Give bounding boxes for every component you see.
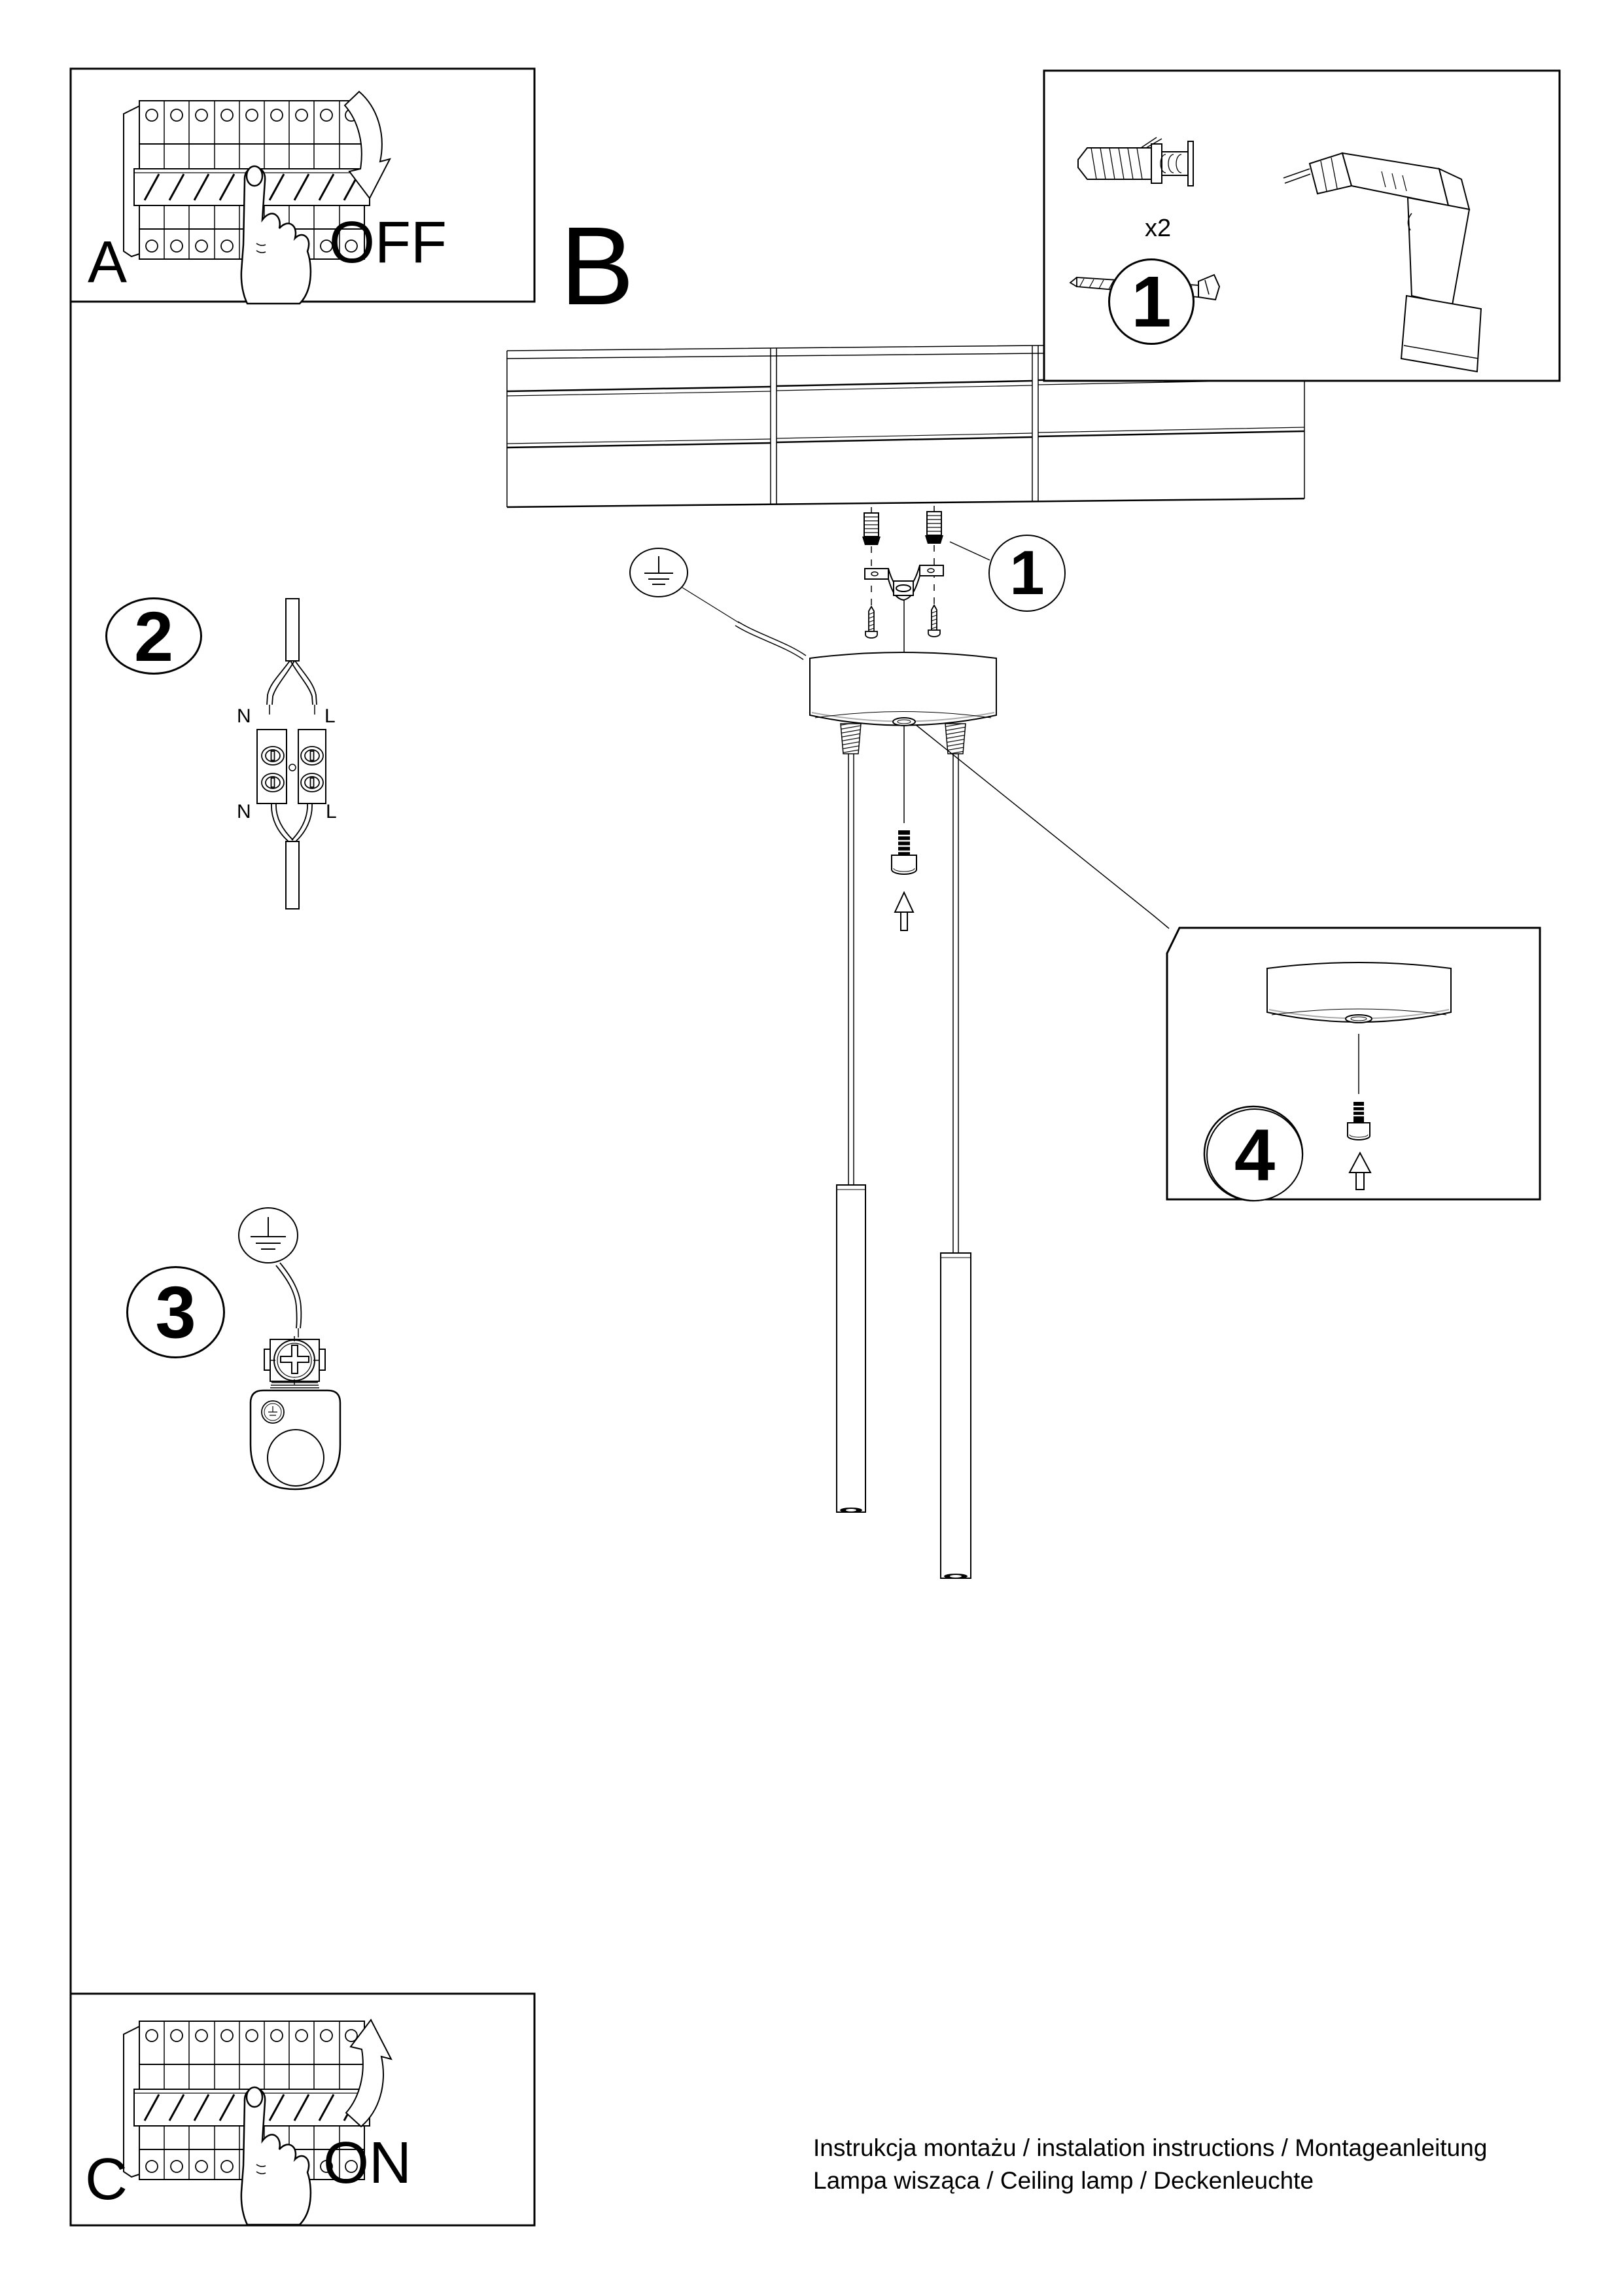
wiring-terminal-illustration [257,599,326,909]
leader-step1 [950,542,990,560]
ground-symbol-icon [630,548,806,660]
step-c-box [71,1994,534,2225]
mounting-bracket-icon [865,565,943,600]
step-number-badge-1b [988,535,1066,612]
terminal-label-l-bottom: L [326,801,337,822]
step-number: 2 [133,596,174,676]
step-number-badge-3 [126,1266,225,1358]
parts-box [1044,71,1560,381]
cord-grip-icon [841,724,861,754]
step-number-badge-4 [1206,1108,1303,1201]
pendant-tubes [837,754,971,1579]
qty-label: x2 [1145,215,1172,242]
step-number: 1 [1009,538,1045,608]
step-number-badge-2 [105,597,202,675]
footer-line1: Instrukcja montażu / instalation instructions / Montageanleitung [813,2134,1488,2161]
step-a-box [71,69,534,304]
step-letter-c: C [85,2147,128,2212]
step-number: 3 [155,1271,196,1353]
footer-line2: Lampa wisząca / Ceiling lamp / Deckenleuchte [813,2167,1314,2194]
canopy-screw-icon [892,830,916,874]
off-label: OFF [329,210,447,275]
on-label: ON [323,2130,411,2196]
step-number-badge-1 [1108,258,1195,345]
cord-grip-icon [945,724,966,754]
step-number: 4 [1234,1114,1276,1196]
earth-terminal-illustration [239,1208,340,1489]
arrow-up-icon [895,892,913,930]
terminal-label-n-top: N [237,705,251,727]
terminal-label-l-top: L [324,705,336,727]
step-letter-a: A [88,230,128,295]
step-letter-b: B [560,204,635,328]
step-number: 1 [1131,261,1172,342]
terminal-label-n-bottom: N [237,801,251,822]
canopy-illustration [810,652,996,754]
